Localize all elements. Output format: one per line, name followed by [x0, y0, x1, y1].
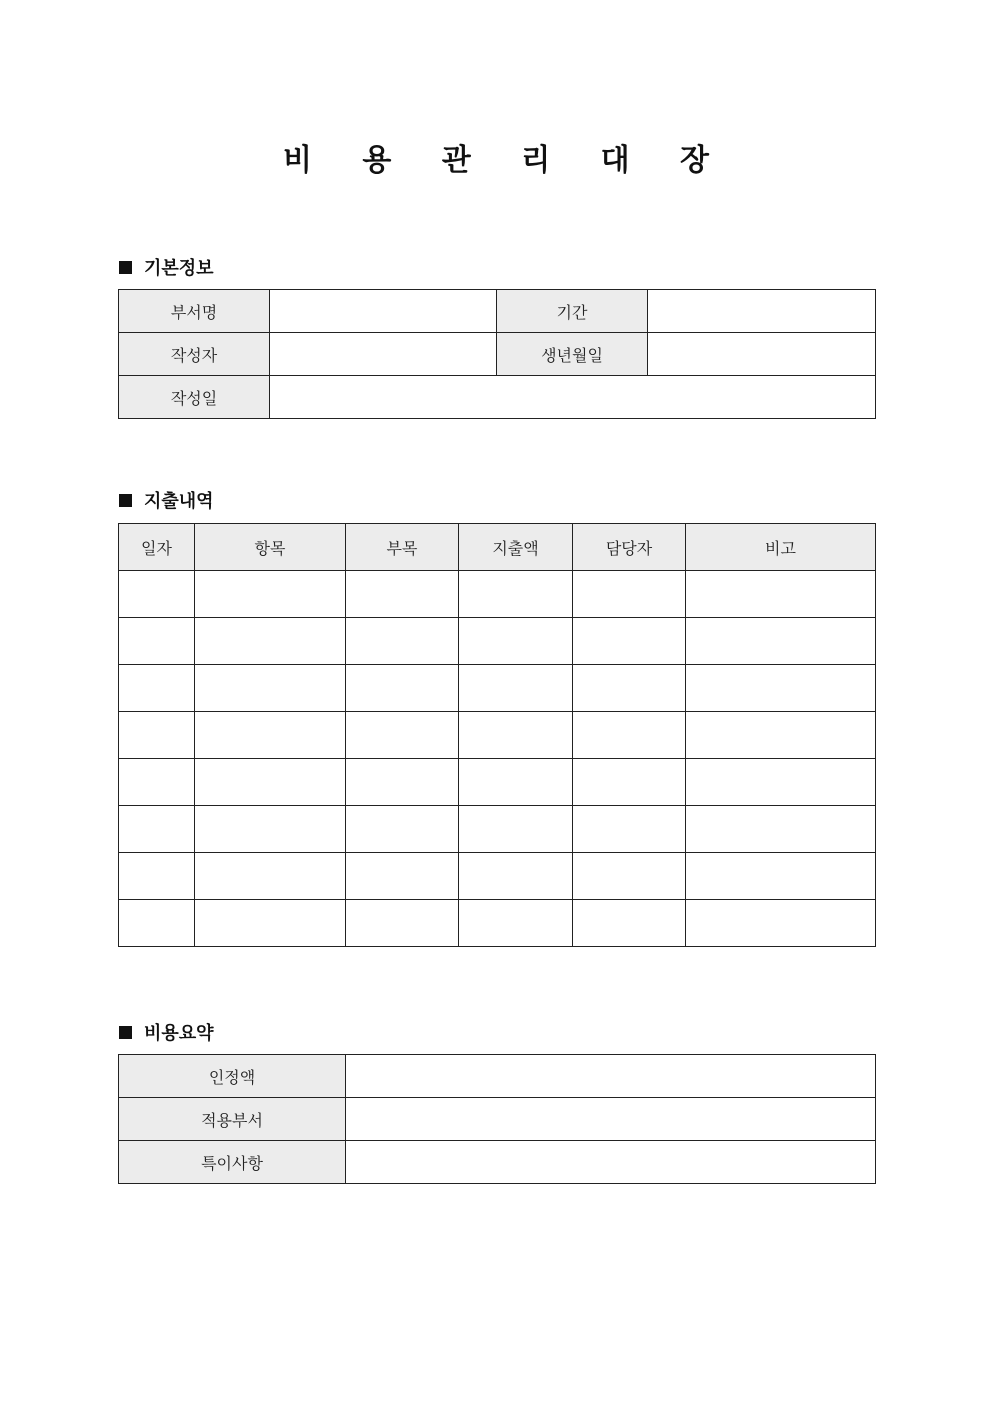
table-cell[interactable]: [346, 712, 459, 759]
table-cell[interactable]: [686, 759, 876, 806]
table-cell[interactable]: [686, 712, 876, 759]
col-header-amount: 지출액: [459, 524, 573, 571]
table-cell[interactable]: [459, 571, 573, 618]
table-cell[interactable]: [573, 618, 686, 665]
table-cell[interactable]: [195, 712, 346, 759]
col-header-date: 일자: [119, 524, 195, 571]
table-cell[interactable]: [195, 806, 346, 853]
table-cell[interactable]: [459, 853, 573, 900]
table-cell[interactable]: [459, 712, 573, 759]
table-cell[interactable]: [573, 759, 686, 806]
approved-amount-label: 인정액: [119, 1055, 346, 1098]
date-label: 작성일: [119, 376, 270, 419]
document-title: 비 용 관 리 대 장: [282, 143, 730, 178]
table-cell[interactable]: [195, 571, 346, 618]
table-row: [119, 1055, 876, 1098]
table-row: [119, 806, 876, 853]
expense-table: [118, 523, 876, 947]
square-bullet-icon: [119, 1026, 132, 1039]
table-cell[interactable]: [346, 571, 459, 618]
author-field[interactable]: [270, 333, 497, 376]
table-cell[interactable]: [119, 571, 195, 618]
notes-label: 특이사항: [119, 1141, 346, 1184]
table-cell[interactable]: [195, 665, 346, 712]
col-header-item: 항목: [195, 524, 346, 571]
section-heading-summary-label: 비용요약: [144, 1023, 214, 1044]
table-row: [119, 571, 876, 618]
col-header-subitem: 부목: [346, 524, 459, 571]
table-row: [119, 290, 876, 333]
table-cell[interactable]: [459, 759, 573, 806]
table-cell[interactable]: [346, 759, 459, 806]
applied-dept-label: 적용부서: [119, 1098, 346, 1141]
table-cell[interactable]: [686, 900, 876, 947]
table-row: [119, 759, 876, 806]
section-heading-expense: [119, 487, 214, 513]
table-cell[interactable]: [573, 712, 686, 759]
table-cell[interactable]: [119, 806, 195, 853]
table-row: [119, 618, 876, 665]
table-row: [119, 853, 876, 900]
applied-dept-field[interactable]: [346, 1098, 876, 1141]
table-cell[interactable]: [686, 853, 876, 900]
table-cell[interactable]: [119, 712, 195, 759]
table-cell[interactable]: [459, 665, 573, 712]
square-bullet-icon: [119, 261, 132, 274]
table-row: [119, 665, 876, 712]
date-field[interactable]: [270, 376, 876, 419]
table-row: [119, 376, 876, 419]
expense-header-row: [119, 524, 876, 571]
section-heading-summary: [119, 1019, 214, 1045]
table-row: [119, 1141, 876, 1184]
table-cell[interactable]: [686, 571, 876, 618]
birth-label: 생년월일: [497, 333, 648, 376]
section-heading-expense-label: 지출내역: [144, 491, 214, 512]
table-cell[interactable]: [119, 853, 195, 900]
col-header-manager: 담당자: [573, 524, 686, 571]
table-cell[interactable]: [459, 618, 573, 665]
table-cell[interactable]: [119, 759, 195, 806]
col-header-remarks: 비고: [686, 524, 876, 571]
table-cell[interactable]: [686, 665, 876, 712]
table-cell[interactable]: [573, 571, 686, 618]
summary-table: [118, 1054, 876, 1184]
table-cell[interactable]: [119, 665, 195, 712]
table-cell[interactable]: [195, 853, 346, 900]
author-label: 작성자: [119, 333, 270, 376]
table-cell[interactable]: [686, 806, 876, 853]
period-field[interactable]: [648, 290, 876, 333]
dept-label: 부서명: [119, 290, 270, 333]
notes-field[interactable]: [346, 1141, 876, 1184]
table-cell[interactable]: [573, 806, 686, 853]
table-cell[interactable]: [459, 806, 573, 853]
table-cell[interactable]: [686, 618, 876, 665]
square-bullet-icon: [119, 494, 132, 507]
table-cell[interactable]: [195, 618, 346, 665]
table-cell[interactable]: [195, 759, 346, 806]
table-row: [119, 1098, 876, 1141]
basic-info-table: [118, 289, 876, 419]
birth-field[interactable]: [648, 333, 876, 376]
table-cell[interactable]: [346, 853, 459, 900]
table-cell[interactable]: [459, 900, 573, 947]
table-cell[interactable]: [195, 900, 346, 947]
table-cell[interactable]: [119, 618, 195, 665]
table-cell[interactable]: [346, 806, 459, 853]
table-cell[interactable]: [119, 900, 195, 947]
approved-amount-field[interactable]: [346, 1055, 876, 1098]
table-cell[interactable]: [573, 853, 686, 900]
table-row: [119, 333, 876, 376]
table-row: [119, 900, 876, 947]
table-cell[interactable]: [573, 900, 686, 947]
table-row: [119, 712, 876, 759]
table-cell[interactable]: [346, 618, 459, 665]
dept-field[interactable]: [270, 290, 497, 333]
section-heading-basic: [119, 254, 214, 280]
table-cell[interactable]: [346, 900, 459, 947]
table-cell[interactable]: [346, 665, 459, 712]
table-cell[interactable]: [573, 665, 686, 712]
section-heading-basic-label: 기본정보: [144, 258, 214, 279]
period-label: 기간: [497, 290, 648, 333]
